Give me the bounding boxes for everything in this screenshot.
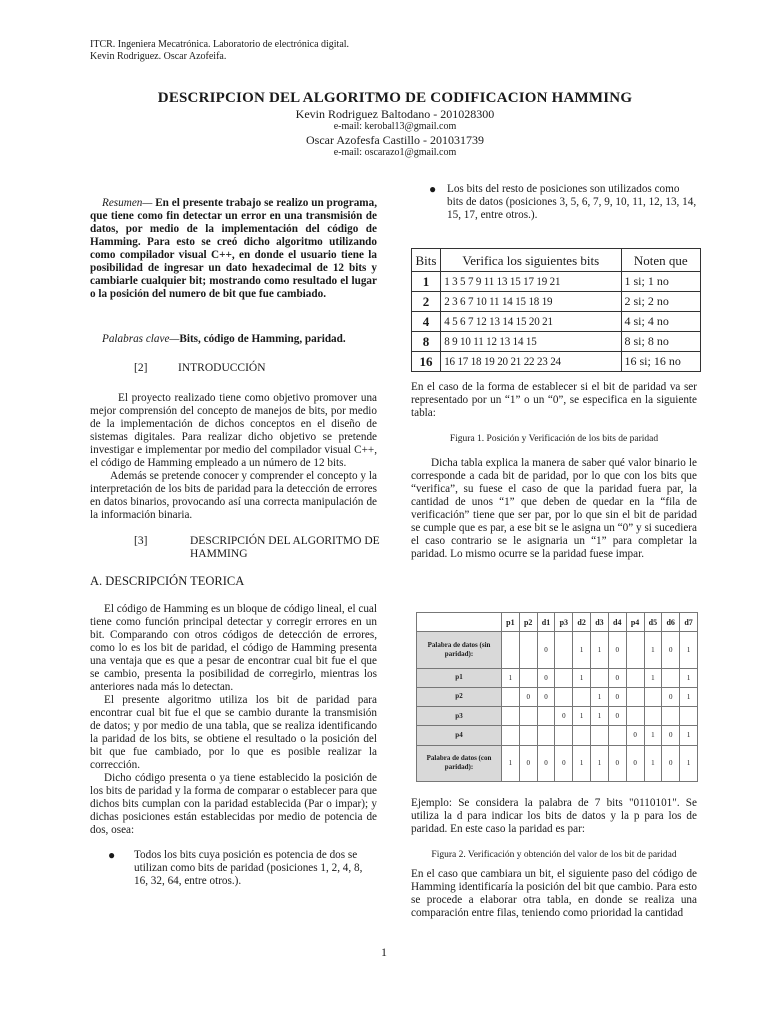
column-header: d1 <box>537 613 555 632</box>
table-cell: 0 <box>608 745 626 782</box>
bullet-parity-positions <box>90 849 377 888</box>
table-row <box>412 292 701 312</box>
table-row <box>417 632 698 668</box>
table-cell <box>519 668 537 687</box>
table-cell <box>626 632 644 668</box>
theory-body <box>90 603 377 888</box>
table-cell <box>662 707 680 726</box>
figure-1-caption: Figura 1. Posición y Verificación de los bits de paridad <box>449 434 659 444</box>
table-cell-noten: 2 si; 2 no <box>621 292 701 312</box>
table-cell: 0 <box>626 726 644 745</box>
column-header-noten: Noten que <box>621 249 701 272</box>
table-cell <box>519 726 537 745</box>
table-cell: 1 <box>591 632 609 668</box>
column-header-verifica: Verifica los siguientes bits <box>441 249 622 272</box>
table-cell: 1 <box>591 687 609 706</box>
table-cell-bit: 1 <box>412 272 441 292</box>
table-cell <box>626 707 644 726</box>
table-cell <box>626 668 644 687</box>
row-label: Palabra de datos (sin paridad): <box>417 632 502 668</box>
theory-paragraph-1: El código de Hamming es un bloque de código lineal, el cual tiene como función principal detectar y corregir errores en un bit. Comparando con otros códigos de detección de errores, como lo es los bit de paridad, el código de Hamming presenta una ventaja que es que a pesar de encontrar cual bit fue el que se cambio, presenta la posibilidad de corregirlo, mientras los anteriores nada más lo detectan. <box>90 603 377 693</box>
theory-paragraph-2: El presente algoritmo utiliza los bit de paridad para encontrar cual bit fue el que se cambio durante la transmisión de datos; y por medio de una tabla, que se realiza identificando la paridad de los bits, se obtiene el resultado o la posición del bit que fue cambiado, por lo que es posible realizar la corrección. <box>90 694 377 771</box>
table-cell <box>502 726 520 745</box>
table-cell: 0 <box>519 687 537 706</box>
table-cell: 0 <box>537 745 555 782</box>
table-cell: 0 <box>662 726 680 745</box>
table-row <box>417 745 698 782</box>
table-row <box>412 272 701 292</box>
bullet-icon: ● <box>429 182 437 196</box>
table-cell: 1 <box>573 707 591 726</box>
table-cell-verifica: 4 5 6 7 12 13 14 15 20 21 <box>441 312 607 332</box>
author-2-name: Oscar Azofesfa Castillo - 201031739 <box>306 133 484 147</box>
table-cell <box>519 707 537 726</box>
table-cell <box>555 726 573 745</box>
paper-title: DESCRIPCION DEL ALGORITMO DE CODIFICACION HAMMING <box>157 90 633 106</box>
row-label: p2 <box>417 687 502 706</box>
table-cell: 1 <box>573 668 591 687</box>
table-cell-noten: 4 si; 4 no <box>621 312 701 332</box>
column-header: p1 <box>502 613 520 632</box>
section-desc-title: DESCRIPCIÓN DEL ALGORITMO DE HAMMING <box>190 535 380 560</box>
subsection-a-heading: A. DESCRIPCIÓN TEORICA <box>90 574 245 588</box>
bullet-data-text: Los bits del resto de posiciones son utilizados como bits de datos (posiciones 3, 5, 6, 7, 9, 10, 11, 12, 13, 14, 15, 17, entre otros.). <box>447 183 697 221</box>
parity-bits-table <box>411 248 701 372</box>
table-cell <box>626 687 644 706</box>
keywords-text: Bits, código de Hamming, paridad. <box>179 333 346 345</box>
section-intro-number: [2] <box>134 362 148 374</box>
table-cell: 1 <box>680 726 698 745</box>
table-header-row <box>412 249 701 272</box>
table-row <box>417 726 698 745</box>
table-cell <box>591 668 609 687</box>
table-cell: 0 <box>626 745 644 782</box>
table-cell: 0 <box>519 745 537 782</box>
table-cell-noten: 8 si; 8 no <box>621 332 701 352</box>
table-cell <box>644 687 662 706</box>
table-cell-verifica: 16 17 18 19 20 21 22 23 24 <box>441 352 607 372</box>
table-cell: 1 <box>644 745 662 782</box>
table-cell: 0 <box>662 745 680 782</box>
table-header-row <box>417 613 698 632</box>
table-cell: 1 <box>644 668 662 687</box>
row-label: p4 <box>417 726 502 745</box>
table-cell-bit: 4 <box>412 312 441 332</box>
table-cell <box>555 632 573 668</box>
column-header-bits: Bits <box>412 249 441 272</box>
table-cell <box>555 687 573 706</box>
hamming-example-table <box>416 612 698 782</box>
table-cell: 1 <box>502 745 520 782</box>
table-row <box>417 687 698 706</box>
table-cell: 1 <box>591 745 609 782</box>
table-cell: 0 <box>608 707 626 726</box>
bullet-parity-text: Todos los bits cuya posición es potencia de dos se utilizan como bits de paridad (posiciones 1, 2, 4, 8, 16, 32, 64, entre otros.). <box>134 849 363 887</box>
table-cell: 0 <box>662 687 680 706</box>
table-cell: 1 <box>680 687 698 706</box>
example-paragraph: Ejemplo: Se considera la palabra de 7 bits "0110101". Se utiliza la d para indicar los bits de datos y la p para los de paridad. En este caso la paridad es par: <box>411 797 697 835</box>
table-row <box>417 668 698 687</box>
figure-2-caption: Figura 2. Verificación y obtención del valor de los bit de paridad <box>431 850 677 860</box>
table-cell-noten: 1 si; 1 no <box>621 272 701 292</box>
column-header: d7 <box>680 613 698 632</box>
row-label: p1 <box>417 668 502 687</box>
table-cell: 0 <box>537 668 555 687</box>
intro-body <box>90 392 377 522</box>
title-block <box>100 90 690 159</box>
column-header: d3 <box>591 613 609 632</box>
table-cell <box>680 707 698 726</box>
table-cell: 1 <box>644 726 662 745</box>
author-2-email: e-mail: oscarazo1@gmail.com <box>333 147 457 158</box>
column-header: d6 <box>662 613 680 632</box>
table-cell <box>573 687 591 706</box>
abstract <box>90 197 377 301</box>
table-cell <box>502 687 520 706</box>
hamming-table <box>416 612 698 782</box>
table-cell: 0 <box>555 707 573 726</box>
table-cell <box>662 668 680 687</box>
table-cell-bit: 2 <box>412 292 441 312</box>
keywords <box>90 333 377 346</box>
table-cell <box>537 726 555 745</box>
column-header: d5 <box>644 613 662 632</box>
table-cell: 0 <box>537 687 555 706</box>
table-cell <box>502 707 520 726</box>
table-row <box>412 332 701 352</box>
table-cell: 1 <box>680 632 698 668</box>
table-cell: 0 <box>608 687 626 706</box>
table-cell-noten: 16 si; 16 no <box>621 352 701 372</box>
abstract-label: Resumen— <box>102 197 153 209</box>
column-header: p2 <box>519 613 537 632</box>
table-cell: 1 <box>644 632 662 668</box>
table-cell-verifica: 8 9 10 11 12 13 14 15 <box>441 332 607 352</box>
table-cell: 1 <box>680 745 698 782</box>
column-header: d4 <box>608 613 626 632</box>
table-cell: 0 <box>608 632 626 668</box>
table-cell: 1 <box>502 668 520 687</box>
table-cell: 1 <box>591 707 609 726</box>
table-row <box>417 707 698 726</box>
table-cell: 0 <box>662 632 680 668</box>
table-cell: 0 <box>537 632 555 668</box>
final-paragraph: En el caso que cambiara un bit, el siguiente paso del código de Hamming identificaría la posición del bit que cambio. Para esto se procede a elaborar otra tabla, en donde se realiza una comparación entre filas, teniendo como prioridad la cantidad <box>411 868 697 919</box>
theory-paragraph-3: Dicho código presenta o ya tiene establecido la posición de los bits de paridad y la forma de comparar o establecer para que dichos bits cumplan con la paridad establecida (Par o impar); y dichas posiciones están establecidas por medio de potencia de dos, osea: <box>90 772 377 836</box>
table-cell <box>644 707 662 726</box>
explain-paragraph <box>411 457 697 561</box>
table-cell: 1 <box>573 745 591 782</box>
table-cell <box>519 632 537 668</box>
table-cell: 0 <box>555 745 573 782</box>
column-header: p3 <box>555 613 573 632</box>
table-cell-bit: 16 <box>412 352 441 372</box>
abstract-text: En el presente trabajo se realizo un programa, que tiene como fin detectar un error en una transmisión de datos, por medio de la implementación del código de Hamming. Para esto se creó dicho algoritmo utilizando como compilador visual C++, en donde el usuario tiene la posibilidad de ingresar un dato hexadecimal de 12 bits y cambiarle cualquier bit; mostrando como resultado el lugar o la posición del numero de bit que fue cambiado. <box>90 197 377 300</box>
table-cell <box>537 707 555 726</box>
page-number: 1 <box>381 945 387 959</box>
row-label: Palabra de datos (con paridad): <box>417 745 502 782</box>
column-header: d2 <box>573 613 591 632</box>
table-row <box>412 312 701 332</box>
explain-text: Dicha tabla explica la manera de saber qué valor binario le corresponde a cada bit de paridad, por lo que con los bits que “verifica”, su fuese el caso de que la paridad fuera par, la cantidad de unos “1” que deben de quedar en la “fila de verificación” tiene que ser par, por lo que sin el bit de paridad se cumple que es par, a ese bit se le asigna un “0” y si sucediera el caso contrario se le asignaria un “1” para completar la paridad. Lo mismo ocurre se la paridad fuese impar. <box>411 457 697 560</box>
table-cell: 1 <box>680 668 698 687</box>
table-cell-verifica: 1 3 5 7 9 11 13 15 17 19 21 <box>441 272 607 292</box>
row-label: p3 <box>417 707 502 726</box>
section-desc-number: [3] <box>134 535 148 547</box>
table-cell <box>555 668 573 687</box>
table-cell: 1 <box>573 632 591 668</box>
table-cell <box>591 726 609 745</box>
running-header-line1: ITCR. Ingeniera Mecatrónica. Laboratorio de electrónica digital. <box>90 39 350 50</box>
author-1-email: e-mail: kerobal13@gmail.com <box>333 121 457 132</box>
intro-paragraph-1: El proyecto realizado tiene como objetivo promover una mejor comprensión del concepto de manejos de bits, por medio de la implementación de dichos conceptos en el diseño de sistemas digitales. Para realizar dicho objetivo se pretende investigar e implementar por medio del compilador visual C++, el código de Hamming empleado a un número de 12 bits. <box>90 392 377 469</box>
table-cell: 0 <box>608 668 626 687</box>
running-header-line2: Kevin Rodriguez. Oscar Azofeifa. <box>90 51 227 62</box>
table-row <box>412 352 701 372</box>
table-corner-cell <box>417 613 502 632</box>
bullet-data-positions <box>411 183 697 222</box>
bullet-icon: ● <box>108 848 116 862</box>
table-cell <box>502 632 520 668</box>
intro-paragraph-2: Además se pretende conocer y comprender el concepto y la interpretación de los bits de paridad para la detección de errores en datos binarios, provocando así una correcta manipulación de la información binaria. <box>90 470 377 521</box>
section-intro-title: INTRODUCCIÓN <box>178 362 266 374</box>
keywords-label: Palabras clave— <box>102 333 180 345</box>
table-cell-bit: 8 <box>412 332 441 352</box>
table-cell-verifica: 2 3 6 7 10 11 14 15 18 19 <box>441 292 607 312</box>
author-1-name: Kevin Rodriguez Baltodano - 201028300 <box>295 107 495 121</box>
table-cell <box>608 726 626 745</box>
table-cell <box>573 726 591 745</box>
after-table-text: En el caso de la forma de establecer si el bit de paridad va ser representado por un “1” o un “0”, se especifica en la siguiente tabla: <box>411 381 697 419</box>
column-header: p4 <box>626 613 644 632</box>
